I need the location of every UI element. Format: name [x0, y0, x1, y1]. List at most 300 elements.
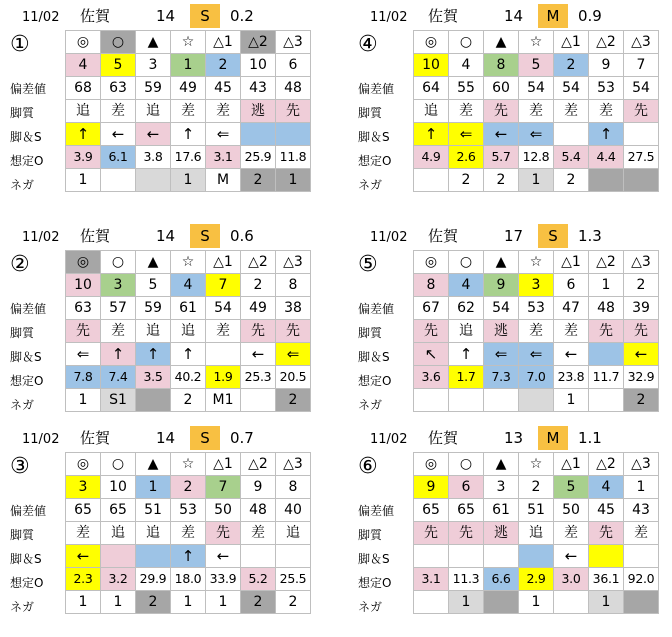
leg-cell-osae1: ⇐ — [206, 123, 241, 146]
nega-cell-taikou: 2 — [449, 169, 484, 192]
horses-cell-hoshi: 2 — [519, 476, 554, 499]
marks-cell-tanana: ▲ — [484, 251, 519, 274]
row-leg — [414, 343, 659, 366]
race-venue: 佐賀 — [80, 227, 111, 245]
row-nega — [414, 591, 659, 614]
odds-cell-hoshi: 18.0 — [171, 568, 206, 591]
row-label-nega: ネガ — [10, 178, 35, 192]
nega-cell-hoshi: 1 — [519, 591, 554, 614]
row-odds — [66, 568, 311, 591]
race-index: 1.1 — [578, 429, 602, 447]
row-label-nega: ネガ — [10, 398, 35, 412]
style-cell-osae1: 差 — [554, 100, 589, 123]
nega-cell-taikou: S1 — [101, 389, 136, 412]
odds-cell-osae3: 20.5 — [276, 366, 311, 389]
race-panel-3 — [10, 224, 330, 424]
row-label-nega: ネガ — [10, 600, 35, 614]
marks-cell-hoshi: ☆ — [171, 453, 206, 476]
race-number: ④ — [358, 32, 378, 57]
runner-count: 14 — [156, 7, 176, 25]
race-date: 11/02 — [22, 230, 60, 245]
marks-cell-tanana: ▲ — [136, 251, 171, 274]
odds-cell-taikou: 11.3 — [449, 568, 484, 591]
leg-cell-osae1: ← — [206, 545, 241, 568]
rank-cell-hoshi: 53 — [171, 499, 206, 522]
rank-cell-osae3: 39 — [624, 297, 659, 320]
leg-cell-osae1 — [554, 123, 589, 146]
marks-cell-taikou: ○ — [449, 251, 484, 274]
row-style — [414, 522, 659, 545]
row-label-leg: 脚＆S — [10, 552, 42, 566]
style-cell-taikou: 差 — [101, 320, 136, 343]
prediction-grid — [413, 452, 659, 614]
marks-cell-taikou: ○ — [101, 251, 136, 274]
race-number: ② — [10, 252, 30, 277]
style-cell-tanana: 追 — [136, 100, 171, 123]
horses-cell-osae1: 2 — [554, 54, 589, 77]
nega-cell-tanana — [136, 389, 171, 412]
runner-count: 17 — [504, 227, 524, 245]
race-panel-2 — [358, 4, 672, 204]
style-cell-osae2: 逃 — [241, 100, 276, 123]
rank-cell-tanana: 54 — [484, 297, 519, 320]
nega-cell-osae1 — [554, 591, 589, 614]
nega-cell-osae3 — [624, 591, 659, 614]
odds-cell-osae3: 27.5 — [624, 146, 659, 169]
nega-cell-osae2 — [589, 169, 624, 192]
horses-cell-tanana: 8 — [484, 54, 519, 77]
prediction-grid — [65, 452, 311, 614]
nega-cell-honmei — [414, 591, 449, 614]
horses-cell-tanana: 1 — [136, 476, 171, 499]
odds-cell-honmei: 4.9 — [414, 146, 449, 169]
row-style — [414, 100, 659, 123]
nega-cell-honmei — [414, 389, 449, 412]
style-cell-osae1: 先 — [206, 522, 241, 545]
row-label-odds: 想定O — [10, 374, 44, 388]
horses-cell-osae3: 6 — [276, 54, 311, 77]
odds-cell-osae1: 23.8 — [554, 366, 589, 389]
marks-cell-osae1: △1 — [554, 251, 589, 274]
style-cell-osae1: 差 — [206, 320, 241, 343]
style-cell-osae1: 差 — [554, 522, 589, 545]
leg-cell-hoshi: ↑ — [171, 343, 206, 366]
row-label-leg: 脚＆S — [10, 350, 42, 364]
nega-cell-osae3: 2 — [624, 389, 659, 412]
style-cell-honmei: 先 — [414, 522, 449, 545]
rank-cell-tanana: 61 — [484, 499, 519, 522]
leg-cell-osae2 — [589, 545, 624, 568]
row-marks — [414, 31, 659, 54]
nega-cell-osae2 — [241, 389, 276, 412]
row-label-nega: ネガ — [358, 178, 383, 192]
rank-cell-osae3: 43 — [624, 499, 659, 522]
leg-cell-osae3 — [624, 545, 659, 568]
horses-cell-osae1: 7 — [206, 274, 241, 297]
horses-cell-osae1: 2 — [206, 54, 241, 77]
marks-cell-honmei: ◎ — [66, 251, 101, 274]
rank-cell-hoshi: 61 — [171, 297, 206, 320]
marks-cell-taikou: ○ — [449, 453, 484, 476]
row-marks — [66, 251, 311, 274]
race-index: 0.2 — [230, 7, 254, 25]
row-rank — [66, 77, 311, 100]
rank-cell-honmei: 65 — [66, 499, 101, 522]
style-cell-hoshi: 差 — [519, 100, 554, 123]
race-number: ③ — [10, 454, 30, 479]
marks-cell-osae1: △1 — [206, 31, 241, 54]
rank-cell-taikou: 62 — [449, 297, 484, 320]
nega-cell-honmei — [414, 169, 449, 192]
row-horses — [66, 476, 311, 499]
style-cell-osae3: 追 — [276, 522, 311, 545]
row-label-rank: 偏差値 — [10, 82, 47, 96]
rank-cell-taikou: 55 — [449, 77, 484, 100]
leg-cell-honmei: ↑ — [414, 123, 449, 146]
rank-cell-taikou: 65 — [101, 499, 136, 522]
race-panel-5 — [10, 426, 330, 626]
row-nega — [66, 389, 311, 412]
style-cell-osae1: 差 — [554, 320, 589, 343]
odds-cell-taikou: 3.2 — [101, 568, 136, 591]
row-leg — [66, 123, 311, 146]
odds-cell-tanana: 3.5 — [136, 366, 171, 389]
marks-cell-tanana: ▲ — [484, 453, 519, 476]
race-venue: 佐賀 — [80, 429, 111, 447]
style-cell-honmei: 追 — [66, 100, 101, 123]
leg-cell-osae2 — [589, 343, 624, 366]
marks-cell-honmei: ◎ — [66, 31, 101, 54]
race-header — [358, 4, 672, 28]
rank-cell-osae2: 53 — [589, 77, 624, 100]
leg-cell-osae1: ← — [554, 343, 589, 366]
race-venue: 佐賀 — [428, 429, 459, 447]
horses-cell-taikou: 10 — [101, 476, 136, 499]
style-cell-taikou: 差 — [449, 100, 484, 123]
horses-cell-taikou: 4 — [449, 54, 484, 77]
rank-cell-tanana: 51 — [136, 499, 171, 522]
runner-count: 14 — [504, 7, 524, 25]
rank-cell-hoshi: 51 — [519, 499, 554, 522]
horses-cell-hoshi: 1 — [171, 54, 206, 77]
race-index: 0.7 — [230, 429, 254, 447]
nega-cell-osae3: 2 — [276, 389, 311, 412]
rank-cell-taikou: 63 — [101, 77, 136, 100]
row-marks — [414, 453, 659, 476]
odds-cell-hoshi: 2.9 — [519, 568, 554, 591]
horses-cell-osae2: 9 — [241, 476, 276, 499]
race-date: 11/02 — [370, 10, 408, 25]
row-odds — [414, 146, 659, 169]
row-marks — [66, 31, 311, 54]
marks-cell-taikou: ○ — [449, 31, 484, 54]
odds-cell-tanana: 29.9 — [136, 568, 171, 591]
marks-cell-tanana: ▲ — [136, 31, 171, 54]
leg-cell-osae3: ⇐ — [276, 343, 311, 366]
row-style — [66, 100, 311, 123]
style-cell-osae3: 先 — [624, 100, 659, 123]
row-label-style: 脚質 — [10, 106, 35, 120]
odds-cell-honmei: 2.3 — [66, 568, 101, 591]
rank-cell-osae3: 40 — [276, 499, 311, 522]
nega-cell-taikou — [449, 389, 484, 412]
rank-cell-osae3: 38 — [276, 297, 311, 320]
runner-count: 14 — [156, 429, 176, 447]
odds-cell-taikou: 1.7 — [449, 366, 484, 389]
rank-cell-osae3: 54 — [624, 77, 659, 100]
rank-cell-osae2: 48 — [589, 297, 624, 320]
odds-cell-osae3: 25.5 — [276, 568, 311, 591]
row-odds — [66, 146, 311, 169]
leg-cell-osae2 — [241, 123, 276, 146]
style-cell-osae2: 差 — [589, 100, 624, 123]
row-nega — [66, 591, 311, 614]
odds-cell-tanana: 5.7 — [484, 146, 519, 169]
style-cell-osae3: 差 — [624, 522, 659, 545]
row-marks — [414, 251, 659, 274]
horses-cell-tanana: 5 — [136, 274, 171, 297]
style-cell-osae2: 先 — [589, 522, 624, 545]
rank-cell-osae1: 47 — [554, 297, 589, 320]
row-rank — [414, 499, 659, 522]
leg-cell-osae3 — [624, 123, 659, 146]
odds-cell-osae2: 11.7 — [589, 366, 624, 389]
rank-cell-osae1: 50 — [554, 499, 589, 522]
race-header — [10, 426, 330, 450]
prediction-grid — [65, 250, 311, 412]
row-leg — [66, 343, 311, 366]
race-index: 1.3 — [578, 227, 602, 245]
leg-cell-osae1: ← — [554, 545, 589, 568]
rank-cell-osae2: 48 — [241, 499, 276, 522]
row-label-style: 脚質 — [10, 528, 35, 542]
race-header — [358, 426, 672, 450]
odds-cell-honmei: 3.9 — [66, 146, 101, 169]
row-label-odds: 想定O — [10, 576, 44, 590]
style-cell-osae2: 先 — [589, 320, 624, 343]
row-horses — [66, 274, 311, 297]
style-cell-taikou: 追 — [449, 320, 484, 343]
row-horses — [66, 54, 311, 77]
odds-cell-osae1: 3.1 — [206, 146, 241, 169]
row-nega — [66, 169, 311, 192]
runner-count: 14 — [156, 227, 176, 245]
nega-cell-osae1: M — [206, 169, 241, 192]
nega-cell-hoshi: 1 — [171, 591, 206, 614]
leg-cell-tanana: ⇐ — [484, 343, 519, 366]
style-cell-hoshi: 差 — [171, 522, 206, 545]
row-nega — [414, 389, 659, 412]
row-label-style: 脚質 — [358, 528, 383, 542]
horses-cell-tanana: 3 — [136, 54, 171, 77]
style-cell-hoshi: 差 — [519, 320, 554, 343]
horses-cell-hoshi: 2 — [171, 476, 206, 499]
rank-cell-osae2: 49 — [241, 297, 276, 320]
style-cell-tanana: 逃 — [484, 320, 519, 343]
race-index: 0.9 — [578, 7, 602, 25]
nega-cell-hoshi: 1 — [519, 169, 554, 192]
race-grade-badge: M — [538, 4, 568, 28]
row-label-style: 脚質 — [358, 326, 383, 340]
race-venue: 佐賀 — [428, 7, 459, 25]
odds-cell-osae3: 11.8 — [276, 146, 311, 169]
marks-cell-hoshi: ☆ — [519, 31, 554, 54]
leg-cell-tanana — [136, 545, 171, 568]
race-number: ⑥ — [358, 454, 378, 479]
odds-cell-taikou: 6.1 — [101, 146, 136, 169]
style-cell-hoshi: 追 — [171, 320, 206, 343]
nega-cell-tanana — [484, 389, 519, 412]
odds-cell-taikou: 2.6 — [449, 146, 484, 169]
style-cell-osae2: 先 — [241, 320, 276, 343]
leg-cell-taikou: ↑ — [449, 343, 484, 366]
leg-cell-tanana: ← — [484, 123, 519, 146]
leg-cell-tanana — [484, 545, 519, 568]
rank-cell-osae2: 43 — [241, 77, 276, 100]
leg-cell-osae2 — [241, 545, 276, 568]
horses-cell-osae1: 5 — [554, 476, 589, 499]
style-cell-osae3: 先 — [276, 320, 311, 343]
odds-cell-honmei: 3.1 — [414, 568, 449, 591]
odds-cell-hoshi: 40.2 — [171, 366, 206, 389]
rank-cell-honmei: 68 — [66, 77, 101, 100]
nega-cell-taikou: 1 — [101, 591, 136, 614]
odds-cell-osae2: 25.9 — [241, 146, 276, 169]
row-odds — [414, 568, 659, 591]
nega-cell-osae3: 1 — [276, 169, 311, 192]
row-rank — [414, 297, 659, 320]
race-grade-badge: S — [190, 224, 220, 248]
odds-cell-hoshi: 17.6 — [171, 146, 206, 169]
style-cell-osae3: 先 — [624, 320, 659, 343]
leg-cell-taikou: ↑ — [101, 343, 136, 366]
horses-cell-taikou: 4 — [449, 274, 484, 297]
leg-cell-hoshi — [519, 545, 554, 568]
odds-cell-osae2: 25.3 — [241, 366, 276, 389]
marks-cell-osae1: △1 — [206, 453, 241, 476]
horses-cell-honmei: 3 — [66, 476, 101, 499]
leg-cell-honmei: ↑ — [66, 123, 101, 146]
nega-cell-osae1: 1 — [206, 591, 241, 614]
horses-cell-osae2: 10 — [241, 54, 276, 77]
leg-cell-taikou — [101, 545, 136, 568]
style-cell-hoshi: 追 — [519, 522, 554, 545]
style-cell-hoshi: 差 — [171, 100, 206, 123]
nega-cell-tanana: 2 — [136, 591, 171, 614]
marks-cell-osae2: △2 — [589, 31, 624, 54]
leg-cell-taikou: ⇐ — [449, 123, 484, 146]
marks-cell-hoshi: ☆ — [171, 31, 206, 54]
nega-cell-honmei: 1 — [66, 169, 101, 192]
rank-cell-tanana: 60 — [484, 77, 519, 100]
nega-cell-osae3 — [624, 169, 659, 192]
horses-cell-osae3: 7 — [624, 54, 659, 77]
horses-cell-honmei: 4 — [66, 54, 101, 77]
row-odds — [414, 366, 659, 389]
leg-cell-honmei: ⇐ — [66, 343, 101, 366]
horses-cell-taikou: 3 — [101, 274, 136, 297]
prediction-grid — [65, 30, 311, 192]
style-cell-taikou: 先 — [449, 522, 484, 545]
odds-cell-taikou: 7.4 — [101, 366, 136, 389]
odds-cell-hoshi: 7.0 — [519, 366, 554, 389]
odds-cell-osae3: 32.9 — [624, 366, 659, 389]
odds-cell-osae1: 3.0 — [554, 568, 589, 591]
style-cell-tanana: 追 — [136, 320, 171, 343]
row-rank — [66, 499, 311, 522]
marks-cell-osae3: △3 — [624, 453, 659, 476]
horses-cell-osae1: 7 — [206, 476, 241, 499]
rank-cell-osae1: 50 — [206, 499, 241, 522]
horses-cell-osae1: 6 — [554, 274, 589, 297]
leg-cell-tanana: ↑ — [136, 343, 171, 366]
marks-cell-osae2: △2 — [589, 453, 624, 476]
nega-cell-hoshi — [519, 389, 554, 412]
nega-cell-osae1: 2 — [554, 169, 589, 192]
row-odds — [66, 366, 311, 389]
odds-cell-honmei: 7.8 — [66, 366, 101, 389]
leg-cell-osae2: ↑ — [589, 123, 624, 146]
odds-cell-honmei: 3.6 — [414, 366, 449, 389]
marks-cell-osae3: △3 — [624, 31, 659, 54]
row-label-odds: 想定O — [10, 154, 44, 168]
horses-cell-tanana: 3 — [484, 476, 519, 499]
style-cell-osae2: 差 — [241, 522, 276, 545]
odds-cell-tanana: 7.3 — [484, 366, 519, 389]
style-cell-honmei: 先 — [66, 320, 101, 343]
style-cell-osae3: 先 — [276, 100, 311, 123]
row-label-style: 脚質 — [358, 106, 383, 120]
marks-cell-taikou: ○ — [101, 31, 136, 54]
rank-cell-taikou: 57 — [101, 297, 136, 320]
race-panel-1 — [10, 4, 330, 204]
style-cell-osae1: 差 — [206, 100, 241, 123]
row-horses — [414, 274, 659, 297]
marks-cell-osae1: △1 — [206, 251, 241, 274]
row-label-rank: 偏差値 — [10, 504, 47, 518]
row-label-rank: 偏差値 — [358, 504, 395, 518]
runner-count: 13 — [504, 429, 524, 447]
race-grade-badge: S — [190, 4, 220, 28]
race-date: 11/02 — [370, 432, 408, 447]
odds-cell-osae3: 92.0 — [624, 568, 659, 591]
leg-cell-hoshi: ↑ — [171, 545, 206, 568]
odds-cell-osae2: 5.2 — [241, 568, 276, 591]
row-leg — [414, 123, 659, 146]
marks-cell-tanana: ▲ — [484, 31, 519, 54]
row-label-leg: 脚＆S — [358, 552, 390, 566]
row-label-style: 脚質 — [10, 326, 35, 340]
nega-cell-osae2: 2 — [241, 169, 276, 192]
race-grade-badge: S — [538, 224, 568, 248]
row-style — [66, 320, 311, 343]
leg-cell-osae3 — [276, 545, 311, 568]
row-label-rank: 偏差値 — [358, 302, 395, 316]
row-label-leg: 脚＆S — [10, 130, 42, 144]
marks-cell-honmei: ◎ — [66, 453, 101, 476]
race-panel-4 — [358, 224, 672, 424]
race-date: 11/02 — [370, 230, 408, 245]
horses-cell-taikou: 5 — [101, 54, 136, 77]
marks-cell-osae3: △3 — [276, 251, 311, 274]
leg-cell-osae1 — [206, 343, 241, 366]
odds-cell-osae1: 5.4 — [554, 146, 589, 169]
marks-cell-hoshi: ☆ — [519, 453, 554, 476]
row-rank — [66, 297, 311, 320]
leg-cell-honmei: ↖ — [414, 343, 449, 366]
row-label-rank: 偏差値 — [10, 302, 47, 316]
leg-cell-honmei: ← — [66, 545, 101, 568]
